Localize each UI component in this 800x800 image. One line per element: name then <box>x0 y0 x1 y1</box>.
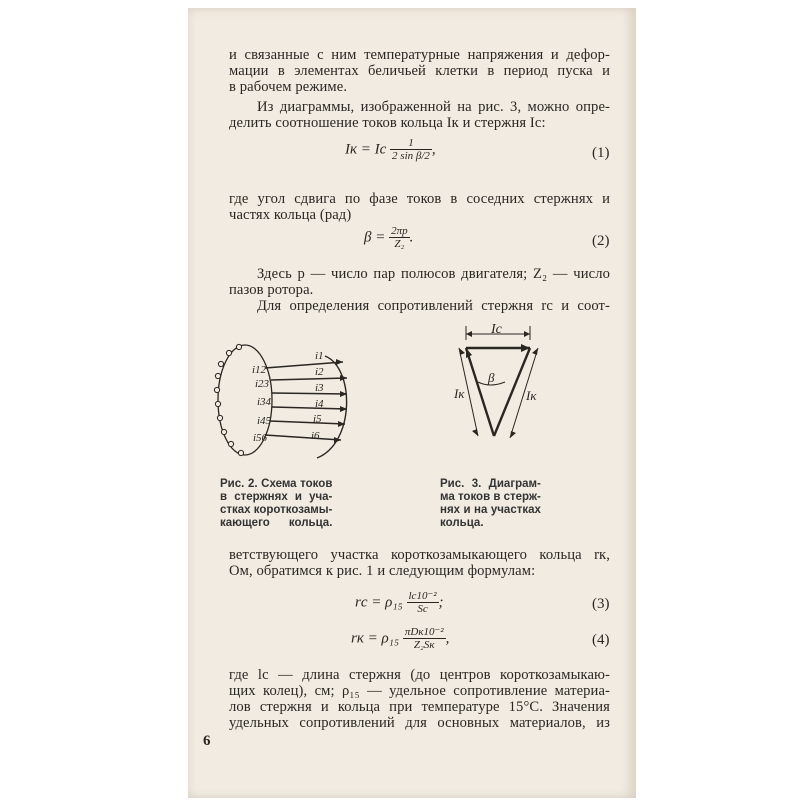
paragraph-6 <box>229 547 610 579</box>
text-line: пазов ротора. <box>229 282 314 298</box>
equation-lhs: β = <box>364 229 386 246</box>
ring-current-label: Iк <box>526 388 537 403</box>
text-line: мации в элементах беличьей клетки в период пуска и <box>229 63 610 79</box>
paragraph-7 <box>229 667 610 731</box>
equation-4 <box>351 626 449 652</box>
bar-current-label: i4 <box>315 398 324 410</box>
paragraph-1 <box>229 47 610 95</box>
bar-current-label: i5 <box>313 413 322 425</box>
text-line: в рабочем режиме. <box>229 79 348 95</box>
ring-nodes <box>214 344 243 455</box>
equation-number: (2) <box>592 233 610 249</box>
equation-1 <box>345 137 436 163</box>
caption-line: Рис. 3. Диаграм- <box>440 478 541 490</box>
caption-line: Рис. 2. Схема токов <box>220 478 333 490</box>
text-line: Ом, обратимся к рис. 1 и следующим формулам: <box>229 563 536 579</box>
fraction-denominator: Sс <box>417 603 428 615</box>
equation-fraction <box>403 626 446 652</box>
figure-3-caption <box>440 478 541 530</box>
paragraph-2 <box>229 99 610 131</box>
paragraph-5 <box>229 298 610 314</box>
text-line: Из диаграммы, изображенной на рис. 3, можно опре- <box>257 99 610 115</box>
fraction-denominator: Z₂ <box>394 238 405 250</box>
ring-current-label: i23 <box>255 378 270 390</box>
equation-tail: ; <box>438 594 444 611</box>
bar-current-label: i6 <box>311 430 320 442</box>
fraction-denominator: Z₂Sк <box>413 639 435 651</box>
equation-tail: , <box>445 630 450 647</box>
caption-line: кольца. <box>440 517 484 529</box>
text-line: Здесь p — число пар полюсов двигателя; Z₂ — число <box>257 266 610 282</box>
figure-3-current-diagram <box>450 318 560 450</box>
angle-label: β <box>488 370 495 385</box>
equation-tail: , <box>431 141 436 158</box>
bar-current-label: Iс <box>491 322 502 337</box>
equation-fraction <box>389 225 410 251</box>
text-line: частях кольца (рад) <box>229 207 352 223</box>
ring-current-label: i45 <box>257 415 272 427</box>
text-line: где lс — длина стержня (до центров короткозамыкаю- <box>229 667 610 683</box>
text-line: щих колец), см; ρ₁₅ — удельное сопротивление материа- <box>229 683 610 699</box>
caption-line: в стержнях и уча- <box>220 491 333 503</box>
fraction-numerator: πDк10⁻² <box>404 626 444 638</box>
figure-2-current-scheme <box>205 338 365 468</box>
equation-number: (1) <box>592 145 610 161</box>
equation-2 <box>364 225 413 251</box>
bar-current-label: i1 <box>315 350 324 362</box>
phasor-arrow <box>466 348 472 358</box>
text-line: делить соотношение токов кольца Iк и стержня Iс: <box>229 115 546 131</box>
ring-current-label: i12 <box>252 364 267 376</box>
page-number: 6 <box>203 733 211 749</box>
caption-line: кающего кольца. <box>220 517 333 529</box>
bar-current-label: i2 <box>315 366 324 378</box>
equation-number: (3) <box>592 596 610 612</box>
ring-current-label: i56 <box>253 432 268 444</box>
equation-lhs: rк = ρ₁₅ <box>351 630 400 647</box>
fraction-denominator: 2 sin β/2 <box>392 150 430 162</box>
fraction-numerator: lс10⁻² <box>408 590 437 602</box>
fraction-numerator: 2πp <box>391 225 408 237</box>
text-line: где угол сдвига по фазе токов в соседних стержнях и <box>229 191 610 207</box>
ring-current-label: Iк <box>454 386 465 401</box>
text-line: лов стержня и кольца при температуре 15°С. Значения <box>229 699 610 715</box>
caption-line: стках короткозамы- <box>220 504 333 516</box>
equation-lhs: Iк = Iс <box>345 141 387 158</box>
caption-line: нях и на участках <box>440 504 541 516</box>
ring-current-label: i34 <box>257 396 272 408</box>
dimension-lines <box>459 326 538 438</box>
text-line: и связанные с ним температурные напряжения и дефор- <box>229 47 610 63</box>
equation-3 <box>355 590 444 616</box>
equation-number: (4) <box>592 632 610 648</box>
equation-fraction <box>407 590 439 616</box>
caption-line: ма токов в стерж- <box>440 491 541 503</box>
rotor-bars <box>265 356 347 458</box>
equation-tail: . <box>409 229 414 246</box>
paragraph-3 <box>229 191 610 223</box>
figure-2-caption <box>220 478 332 530</box>
text-line: удельных сопротивлений для основных материалов, из <box>229 715 610 731</box>
fraction-numerator: 1 <box>390 137 432 150</box>
equation-fraction <box>390 137 432 163</box>
bar-current-label: i3 <box>315 382 324 394</box>
equation-lhs: rс = ρ₁₅ <box>355 594 403 611</box>
paragraph-4 <box>229 266 610 298</box>
text-line: Для определения сопротивлений стержня rс и соот- <box>257 298 610 314</box>
text-line: ветствующего участка короткозамыкающего кольца rк, <box>229 547 610 563</box>
